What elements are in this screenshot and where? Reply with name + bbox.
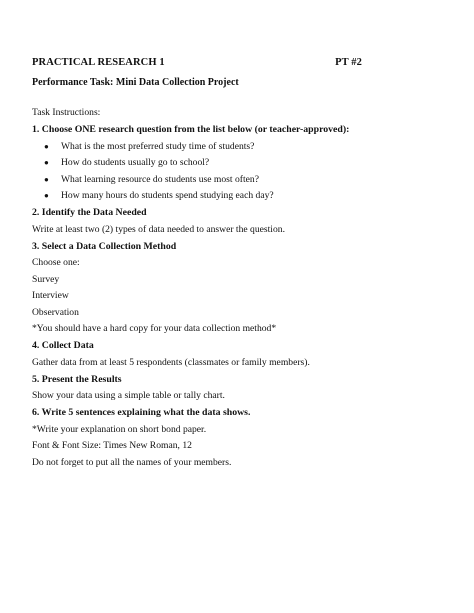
question-text: What is the most preferred study time of students? [61, 140, 255, 152]
bullet-icon: ● [44, 191, 49, 200]
list-item [32, 189, 454, 203]
bullet-icon: ● [44, 158, 49, 167]
section-4-line: Gather data from at least 5 respondents (classmates or family members). [32, 356, 310, 368]
section-6-title: 6. Write 5 sentences explaining what the data shows. [32, 407, 251, 418]
section-3 [32, 240, 454, 337]
question-list [32, 140, 454, 204]
section-5-title: 5. Present the Results [32, 373, 122, 385]
method-interview: Interview [32, 290, 69, 301]
list-item [32, 173, 454, 187]
section-2 [32, 206, 454, 237]
section-6 [32, 406, 454, 470]
section-3-line: Choose one: [32, 257, 80, 268]
question-text: How many hours do students spend studying each day? [61, 190, 274, 201]
section-4-title: 4. Collect Data [32, 340, 94, 351]
explanation-note: *Write your explanation on short bond paper. [32, 423, 207, 435]
section-5-line: Show your data using a simple table or tally chart. [32, 390, 225, 401]
section-3-title: 3. Select a Data Collection Method [32, 240, 177, 252]
hard-copy-note: *You should have a hard copy for your data collection method* [32, 323, 277, 334]
method-survey: Survey [32, 273, 60, 285]
bullet-icon: ● [44, 174, 49, 184]
question-text: What learning resource do students use most often? [61, 173, 259, 185]
font-requirement: Font & Font Size: Times New Roman, 12 [32, 440, 192, 451]
section-4 [32, 339, 454, 370]
question-text: How do students usually go to school? [61, 157, 210, 168]
list-item [32, 156, 454, 170]
members-reminder: Do not forget to put all the names of your members. [32, 456, 232, 468]
section-1-title: 1. Choose ONE research question from the list below (or teacher-approved): [32, 124, 350, 135]
task-subtitle: Performance Task: Mini Data Collection Project [32, 77, 239, 88]
section-5 [32, 373, 454, 404]
section-2-line: Write at least two (2) types of data needed to answer the question. [32, 223, 285, 235]
task-instructions-label: Task Instructions: [32, 107, 101, 118]
bullet-icon: ● [44, 141, 49, 151]
section-1 [32, 123, 454, 203]
method-observation: Observation [32, 306, 79, 318]
course-title: PRACTICAL RESEARCH 1 [32, 57, 165, 68]
task-code: PT #2 [335, 57, 362, 68]
section-2-title: 2. Identify the Data Needed [32, 207, 147, 218]
document-header [32, 56, 362, 70]
list-item [32, 140, 454, 154]
